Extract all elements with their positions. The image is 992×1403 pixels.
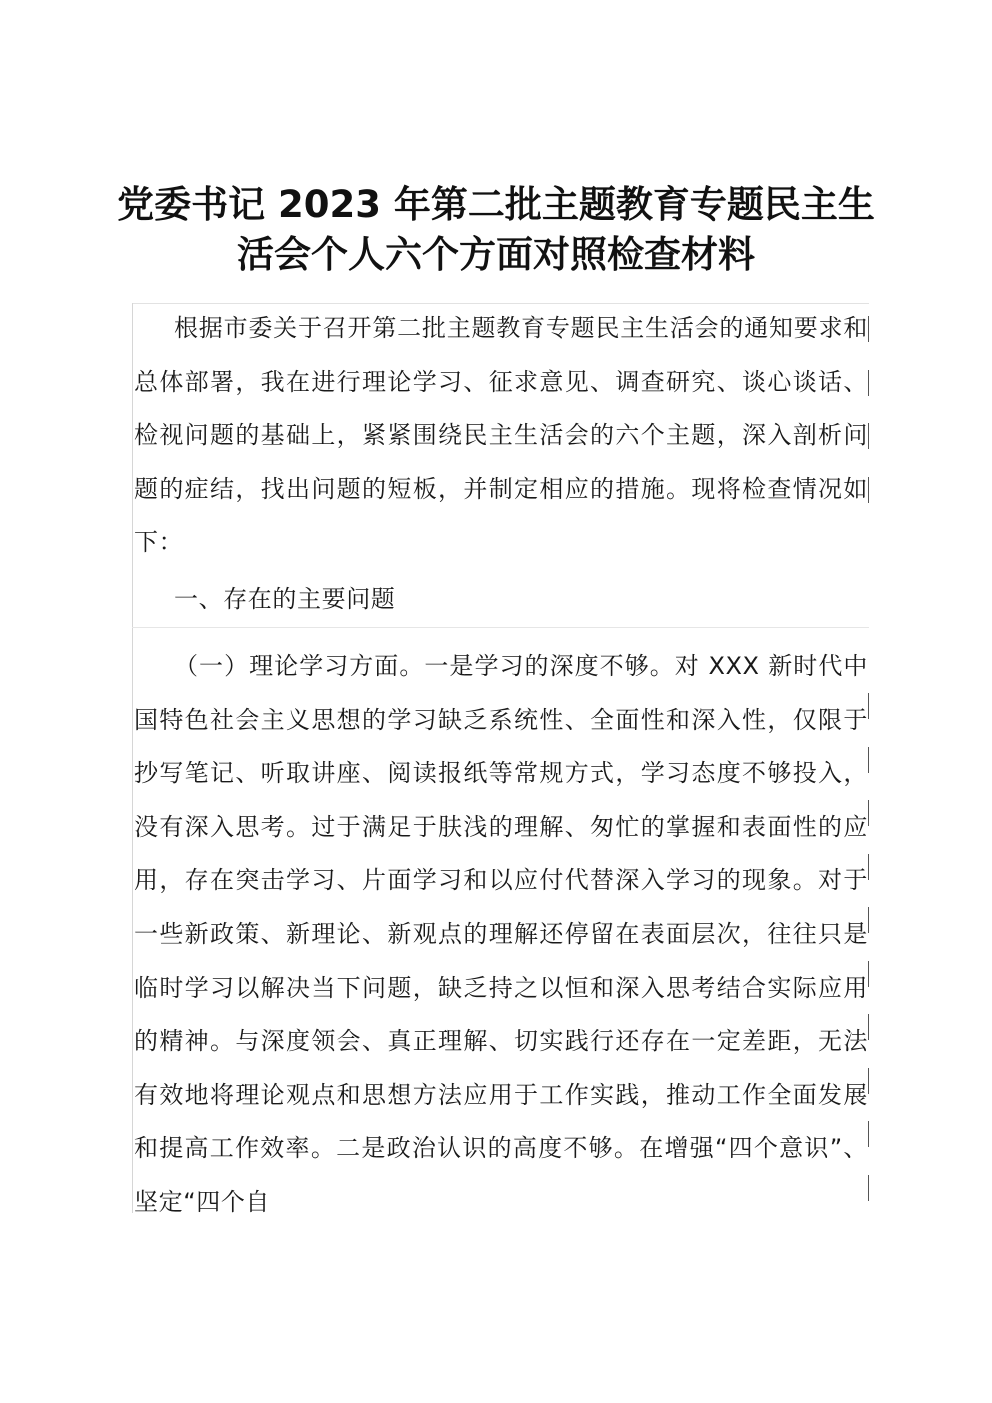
line-end-marker: [868, 477, 869, 503]
line-end-marker: [868, 1121, 869, 1147]
line-end-marker: [868, 693, 869, 719]
line-end-marker: [868, 854, 869, 880]
line-end-marker: [868, 907, 869, 933]
line-end-marker: [868, 1175, 869, 1201]
frame-left-border: [132, 303, 133, 1213]
line-end-marker: [868, 800, 869, 826]
intro-paragraph: 根据市委关于召开第二批主题教育专题民主生活会的通知要求和总体部署，我在进行理论学习、征求意见、调查研究、谈心谈话、检视问题的基础上，紧紧围绕民主生活会的六个主题，深入剖析问题的症结，找出问题的短板，并制定相应的措施。现将检查情况如下：: [134, 314, 868, 557]
frame-separator: [132, 627, 869, 628]
line-end-marker: [868, 316, 869, 342]
line-end-marker: [868, 423, 869, 449]
line-end-marker: [868, 370, 869, 396]
line-end-marker: [868, 1068, 869, 1094]
line-end-marker: [868, 1014, 869, 1040]
body-paragraph: （一）理论学习方面。一是学习的深度不够。对 XXX 新时代中国特色社会主义思想的学习缺乏系统性、全面性和深入性，仅限于抄写笔记、听取讲座、阅读报纸等常规方式，学习态度不够投入，没有深入思考。过于满足于肤浅的理解、匆忙的掌握和表面性的应用，存在突击学习、片面学习和以应付代替深入学习的现象。对于一些新政策、新理论、新观点的理解还停留在表面层次，往往只是临时学习以解决当下问题，缺乏持之以恒和深入思考结合实际应用的精神。与深度领会、真正理解、切实践行还存在一定差距，无法有效地将理论观点和思想方法应用于工作实践，推动工作全面发展和提高工作效率。二是政治认识的高度不够。在增强“四个意识”、坚定“四个自: [134, 652, 868, 1216]
line-end-marker: [868, 961, 869, 987]
document-title-line-2: 活会个人六个方面对照检查材料: [237, 233, 755, 276]
section-heading: 一、存在的主要问题: [174, 585, 396, 613]
document-title-line-1: 党委书记 2023 年第二批主题教育专题民主生: [117, 183, 875, 226]
line-end-marker: [868, 747, 869, 773]
